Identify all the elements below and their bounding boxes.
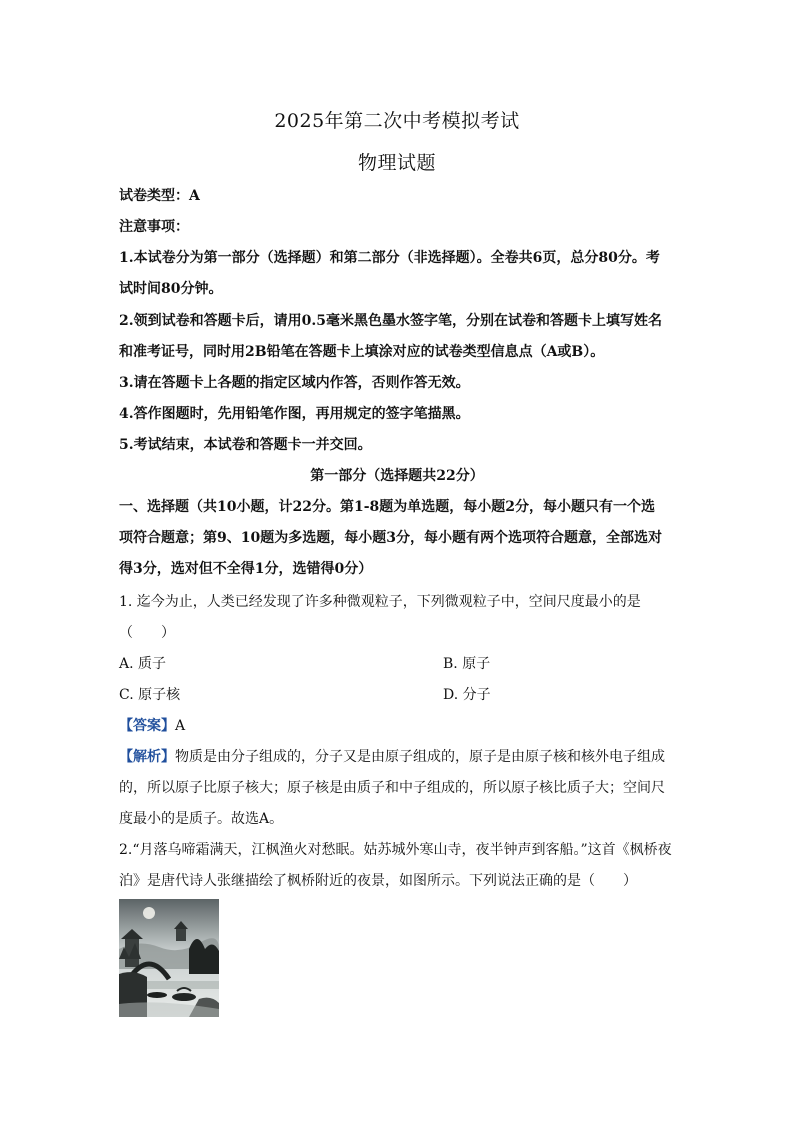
notice-line: 4.答作图题时，先用铅笔作图，再用规定的签字笔描黑。	[119, 406, 470, 422]
section-instruction: 一、选择题（共10小题，计22分。第1-8题为单选题，每小题2分，每小题只有一个选	[119, 499, 655, 515]
q1-option-d: D. 分子	[443, 687, 491, 703]
analysis-line: 度最小的是质子。故选A。	[119, 811, 284, 827]
ink-painting-illustration	[119, 899, 219, 1017]
q1-option-b: B. 原子	[443, 656, 491, 672]
q1-answer	[119, 717, 679, 735]
subject-title: 物理试题	[357, 152, 436, 174]
analysis-tag: 【解析】	[119, 749, 175, 765]
part-one-heading: 第一部分（选择题共22分）	[310, 468, 484, 484]
q1-option-c: C. 原子核	[119, 687, 181, 703]
notice-line: 和准考证号，同时用2B铅笔在答题卡上填涂对应的试卷类型信息点（A或B）。	[119, 344, 605, 360]
q1-analysis	[119, 748, 679, 766]
notice-line: 试时间80分钟。	[119, 281, 223, 297]
exam-title: 2025年第二次中考模拟考试	[274, 110, 520, 132]
analysis-line: 物质是由分子组成的，分子又是由原子组成的，原子是由原子核和核外电子组成	[175, 749, 665, 765]
question-1-stem: 1. 迄今为止，人类已经发现了许多种微观粒子，下列微观粒子中，空间尺度最小的是	[119, 594, 641, 610]
answer-tag: 【答案】	[119, 718, 175, 734]
q1-option-a: A. 质子	[119, 656, 167, 672]
notice-heading: 注意事项：	[119, 219, 189, 235]
paper-type: 试卷类型：A	[119, 188, 200, 204]
notice-line: 2.领到试卷和答题卡后，请用0.5毫米黑色墨水签字笔，分别在试卷和答题卡上填写姓名	[119, 313, 662, 329]
question-2-stem: 2.“月落乌啼霜满天，江枫渔火对愁眠。姑苏城外寒山寺，夜半钟声到客船。”这首《枫桥夜	[119, 842, 672, 858]
answer-value: A	[175, 718, 186, 734]
question-1-stem: （ ）	[119, 625, 175, 641]
question-2-stem: 泊》是唐代诗人张继描绘了枫桥附近的夜景，如图所示。下列说法正确的是（ ）	[119, 873, 637, 889]
notice-line: 1.本试卷分为第一部分（选择题）和第二部分（非选择题）。全卷共6页，总分80分。考	[119, 250, 660, 266]
notice-line: 5.考试结束，本试卷和答题卡一并交回。	[119, 437, 372, 453]
notice-line: 3.请在答题卡上各题的指定区域内作答，否则作答无效。	[119, 375, 470, 391]
analysis-line: 的，所以原子比原子核大；原子核是由质子和中子组成的，所以原子核比质子大；空间尺	[119, 780, 665, 796]
section-instruction: 项符合题意；第9、10题为多选题，每小题3分，每小题有两个选项符合题意，全部选对	[119, 530, 662, 546]
fengqiao-painting-image	[119, 899, 219, 1017]
section-instruction: 得3分，选对但不全得1分，选错得0分）	[119, 561, 373, 577]
